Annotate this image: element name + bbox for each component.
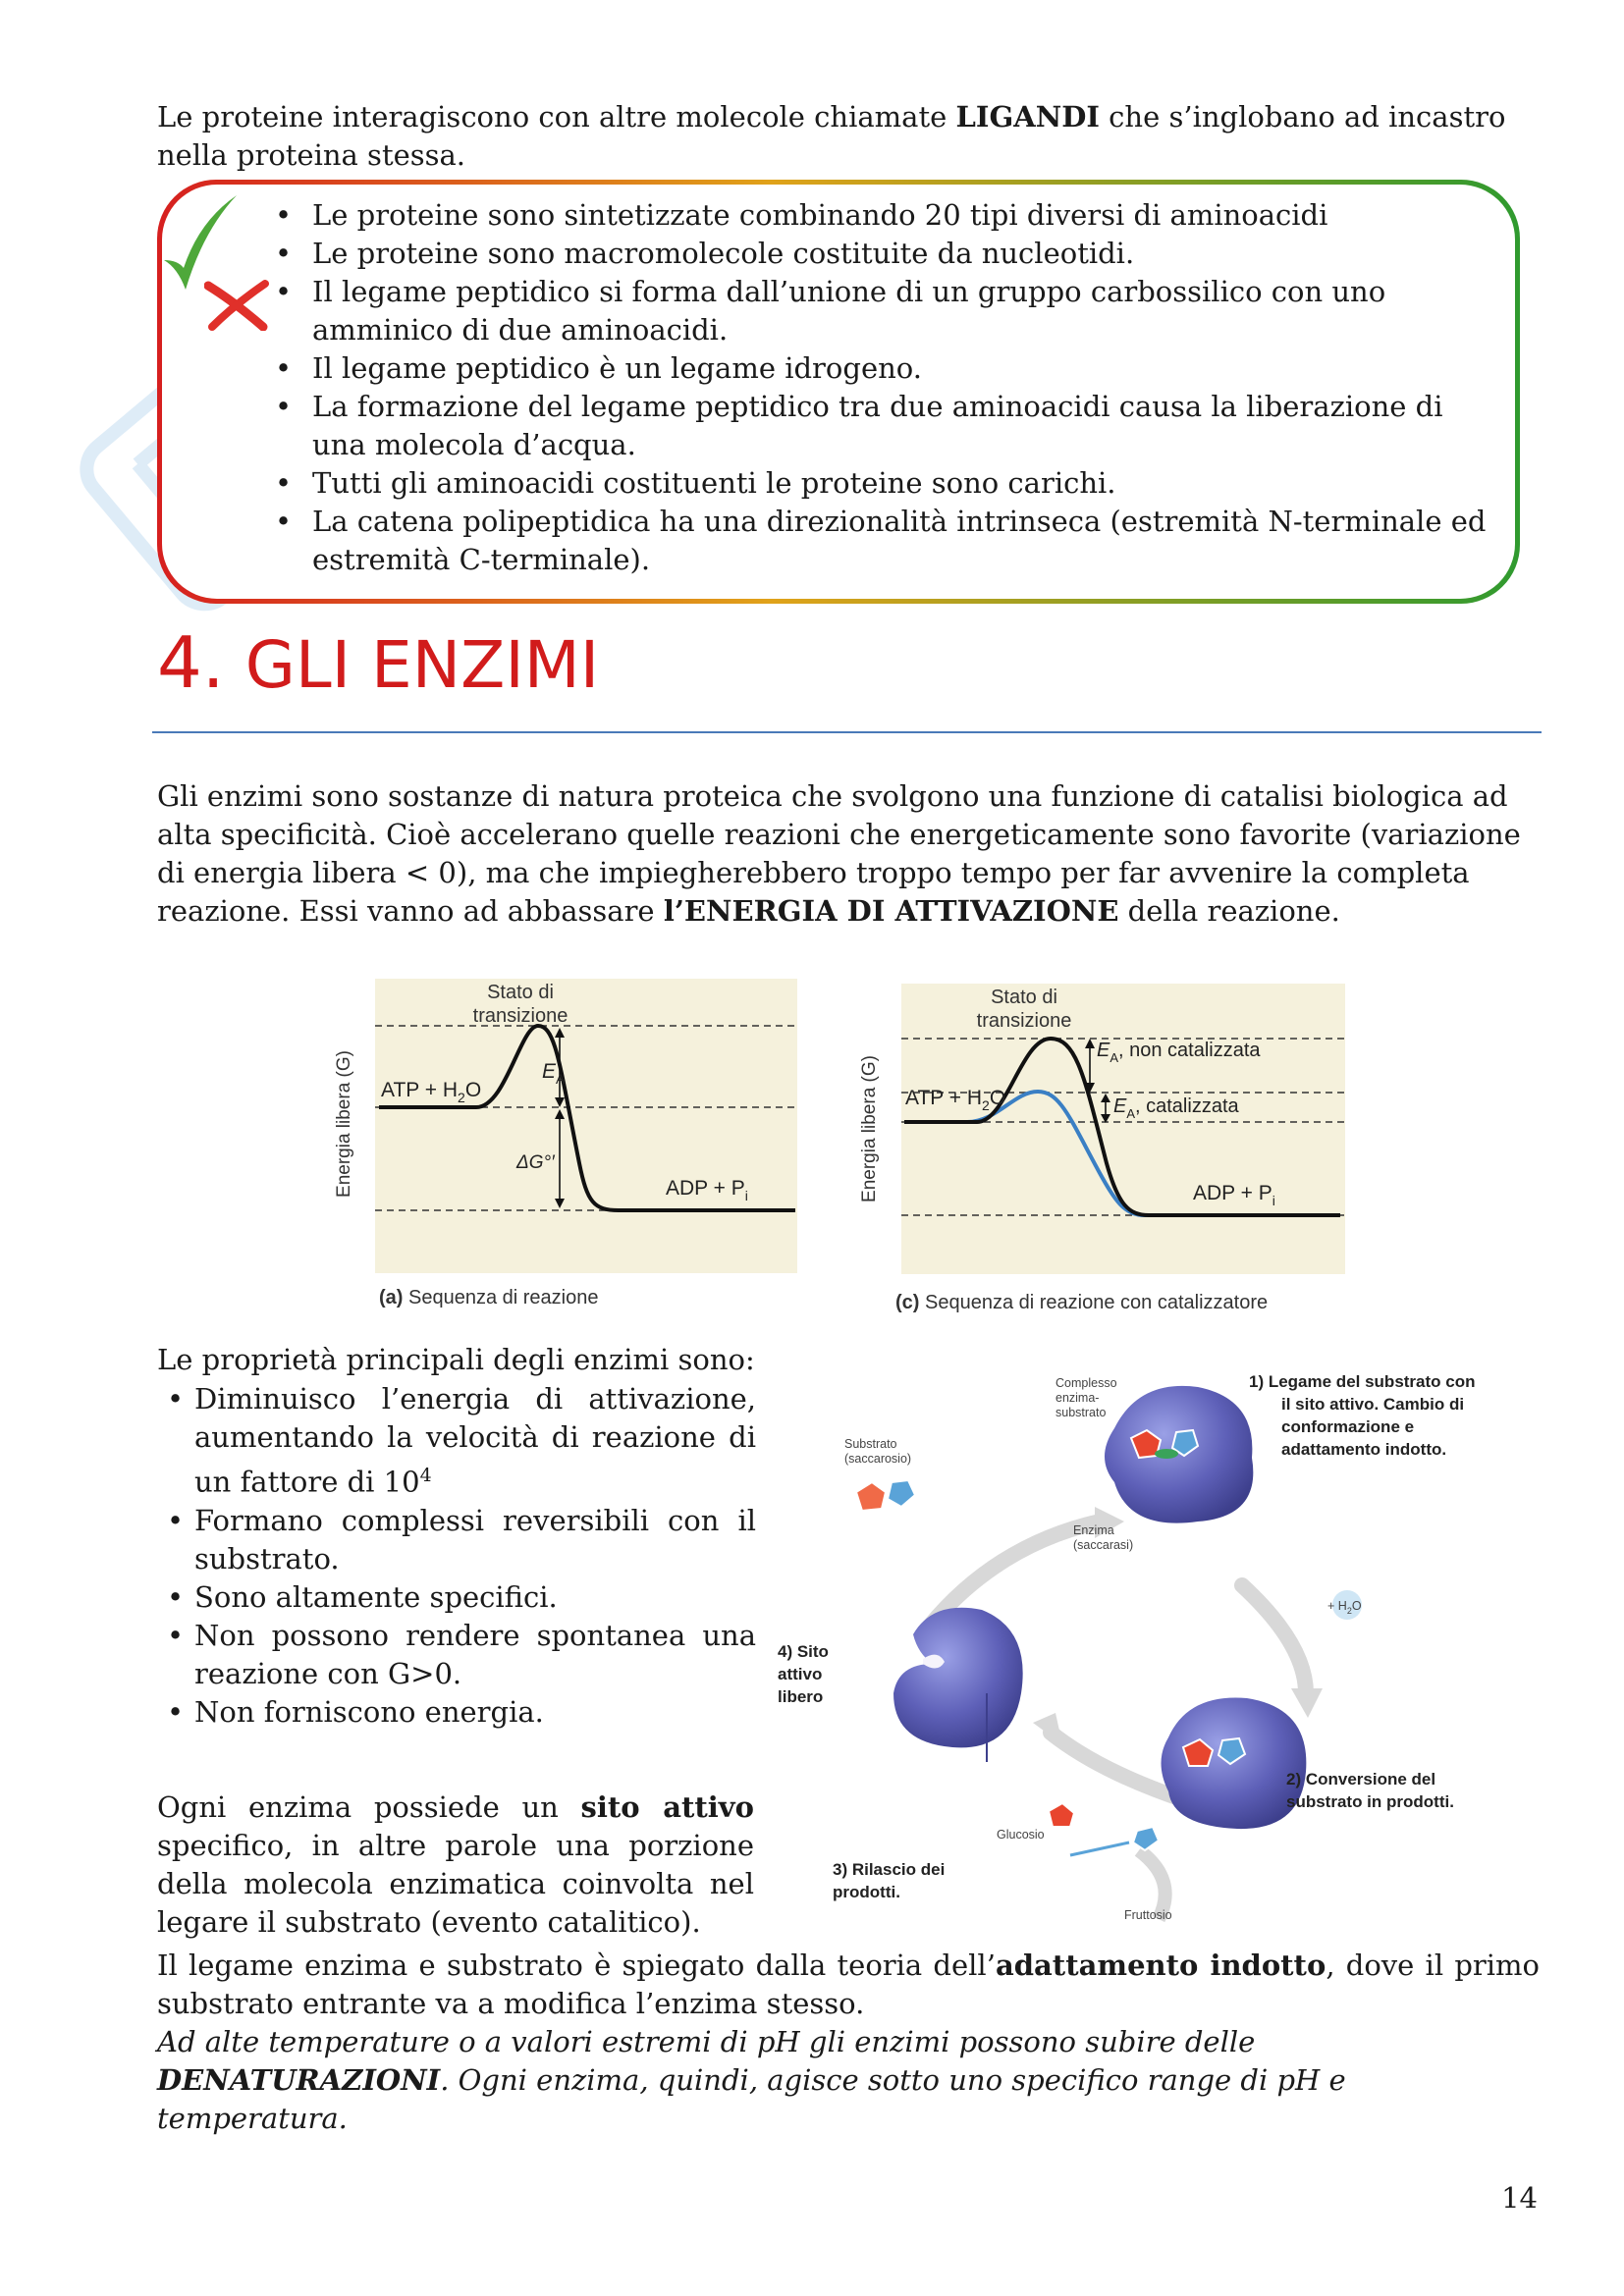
step1-label: 1) Legame del substrato con [1249, 1372, 1476, 1391]
property-item [157, 1380, 756, 1502]
step2-label: substrato in prodotti. [1286, 1792, 1454, 1811]
quiz-item: • La catena polipeptidica ha una direzionalità intrinseca (estremità N-terminale ed estremità C-terminale). [275, 503, 1492, 579]
substrate-label: (saccarosio) [844, 1452, 912, 1466]
step2-label: 2) Conversione del [1286, 1770, 1436, 1789]
active-site-term: sito attivo [580, 1790, 754, 1824]
denaturation-paragraph [157, 2023, 1540, 2138]
y-axis-label: Energia libera (G) [334, 1050, 354, 1198]
figure-caption: (a) Sequenza di reazione [379, 1287, 599, 1308]
transition-label: Stato di [487, 982, 554, 1003]
induced-fit-paragraph [157, 1947, 1540, 2023]
enzyme-product-complex [1162, 1698, 1307, 1830]
step1-label: conformazione e [1281, 1417, 1415, 1436]
denaturation-end: . Ogni enzima, quindi, agisce sotto uno specifico range di pH e temperatura. [157, 2063, 1346, 2135]
fructose-molecule [1133, 1827, 1159, 1850]
transition-label: transizione [472, 1005, 568, 1027]
delta-g-label: ΔG°′ [516, 1152, 555, 1173]
enzyme-substrate-complex [1105, 1386, 1253, 1523]
complex-label: enzima- [1056, 1391, 1100, 1405]
complex-label: Complesso [1056, 1376, 1117, 1390]
quiz-item: • Tutti gli aminoacidi costituenti le proteine sono carichi. [275, 464, 1492, 503]
active-site-text: Ogni enzima possiede un [157, 1790, 581, 1824]
ea-label: $E_A$ [542, 1060, 566, 1087]
product-label: ADP + $P_i$ [666, 1177, 748, 1203]
induced-fit-term: adattamento indotto [995, 1949, 1326, 1982]
complex-label: substrato [1056, 1406, 1107, 1419]
energy-diagram-a [324, 967, 805, 1320]
step3-label: 3) Rilascio dei [833, 1860, 946, 1879]
denaturation-term: DENATURAZIONI [157, 2063, 441, 2097]
plot-area [901, 984, 1345, 1274]
section-title-text: GLI ENZIMI [244, 627, 600, 703]
enzymes-intro-text: Gli enzimi sono sostanze di natura proteica che svolgono una funzione di catalisi biologica ad alta specificità. Cioè accelerano quelle reazioni che energeticamente sono favorite (variazione di energia libera < 0), ma che impiegherebbero troppo tempo per far avvenire la completa reazione. Essi vanno ad abbassare [157, 779, 1521, 928]
activation-energy-term: l’ENERGIA DI ATTIVAZIONE [663, 894, 1119, 928]
fructose-label: Fruttosio [1124, 1908, 1172, 1922]
reactant-label: ATP + $H_2O$ [381, 1079, 482, 1105]
step3-label: prodotti. [833, 1883, 900, 1901]
intro-text-end: che s’inglobano ad incastro nella proteina stessa. [157, 100, 1506, 172]
quiz-item: • La formazione del legame peptidico tra due aminoacidi causa la liberazione di una molecola d’acqua. [275, 388, 1492, 464]
active-site-paragraph [157, 1789, 754, 1942]
section-divider [152, 731, 1542, 733]
property-item: • Sono altamente specifici. [157, 1578, 756, 1617]
property-item: • Non forniscono energia. [157, 1693, 756, 1732]
glucose-label: Glucosio [997, 1828, 1045, 1842]
quiz-item: • Le proteine sono macromolecole costituite da nucleotidi. [275, 235, 1492, 273]
quiz-item: • Il legame peptidico è un legame idrogeno. [275, 349, 1492, 388]
substrate-molecule [856, 1480, 915, 1511]
product-label: ADP + $P_i$ [1193, 1182, 1275, 1208]
section-title [157, 623, 599, 705]
induced-fit-end: , dove il primo substrato entrante va a modifica l’enzima stesso. [157, 1949, 1541, 2020]
transition-label: Stato di [991, 987, 1057, 1008]
intro-text: Le proteine interagiscono con altre molecole chiamate [157, 100, 956, 133]
ea-uncatalyzed-label: $E_A$, non catalizzata [1097, 1040, 1261, 1065]
quiz-list [275, 196, 1492, 579]
property-item: • Formano complessi reversibili con il substrato. [157, 1502, 756, 1578]
plot-area [375, 979, 797, 1273]
property-text: Diminuisco l’energia di attivazione, aumentando la velocità di reazione di un fattore di 10 [194, 1382, 756, 1499]
enzyme-cycle-diagram [776, 1369, 1542, 1939]
cross-icon [204, 280, 269, 331]
quiz-item: • Le proteine sono sintetizzate combinando 20 tipi diversi di aminoacidi [275, 196, 1492, 235]
substrate-label: Substrato [844, 1437, 897, 1451]
active-site-end: specifico, in altre parole una porzione della molecola enzimatica coinvolta nel legare il substrato (evento catalitico). [157, 1829, 754, 1939]
section-number: 4. [157, 621, 225, 704]
reactant-label: ATP + $H_2O$ [905, 1087, 1006, 1113]
energy-diagram-c [849, 972, 1360, 1325]
figure-caption: (c) Sequenza di reazione con catalizzatore [895, 1292, 1269, 1313]
property-item: • Non possono rendere spontanea una reazione con G>0. [157, 1617, 756, 1693]
enzyme-label: (saccarasi) [1073, 1538, 1134, 1552]
y-axis-label: Energia libera (G) [859, 1055, 880, 1202]
ea-catalyzed-label: $E_A$, catalizzata [1113, 1095, 1239, 1121]
enzymes-intro-paragraph [157, 777, 1543, 931]
free-enzyme [893, 1608, 1023, 1748]
step4-label: libero [778, 1687, 824, 1706]
quiz-item: • Il legame peptidico si forma dall’unione di un gruppo carbossilico con uno amminico di due aminoacidi. [275, 273, 1492, 349]
step1-label: adattamento indotto. [1281, 1440, 1447, 1459]
properties-list [157, 1380, 756, 1732]
enzyme-label: Enzima [1073, 1523, 1114, 1537]
induced-fit-text: Il legame enzima e substrato è spiegato dalla teoria dell’ [157, 1949, 996, 1982]
ligandi-term: LIGANDI [955, 100, 1100, 133]
water-label: + $H_2O$ [1327, 1599, 1362, 1616]
property-exponent: 4 [419, 1465, 432, 1486]
glucose-molecule [1049, 1803, 1074, 1827]
step1-label: il sito attivo. Cambio di [1281, 1395, 1465, 1414]
step4-label: 4) Sito [778, 1642, 829, 1661]
denaturation-text: Ad alte temperature o a valori estremi di pH gli enzimi possono subire delle [157, 2025, 1256, 2058]
transition-label: transizione [976, 1010, 1072, 1032]
step4-label: attivo [778, 1665, 823, 1683]
properties-heading: Le proprietà principali degli enzimi sono: [157, 1343, 755, 1376]
intro-paragraph [157, 98, 1532, 175]
page-number: 14 [1501, 2181, 1538, 2215]
enzymes-intro-end: della reazione. [1118, 894, 1340, 928]
